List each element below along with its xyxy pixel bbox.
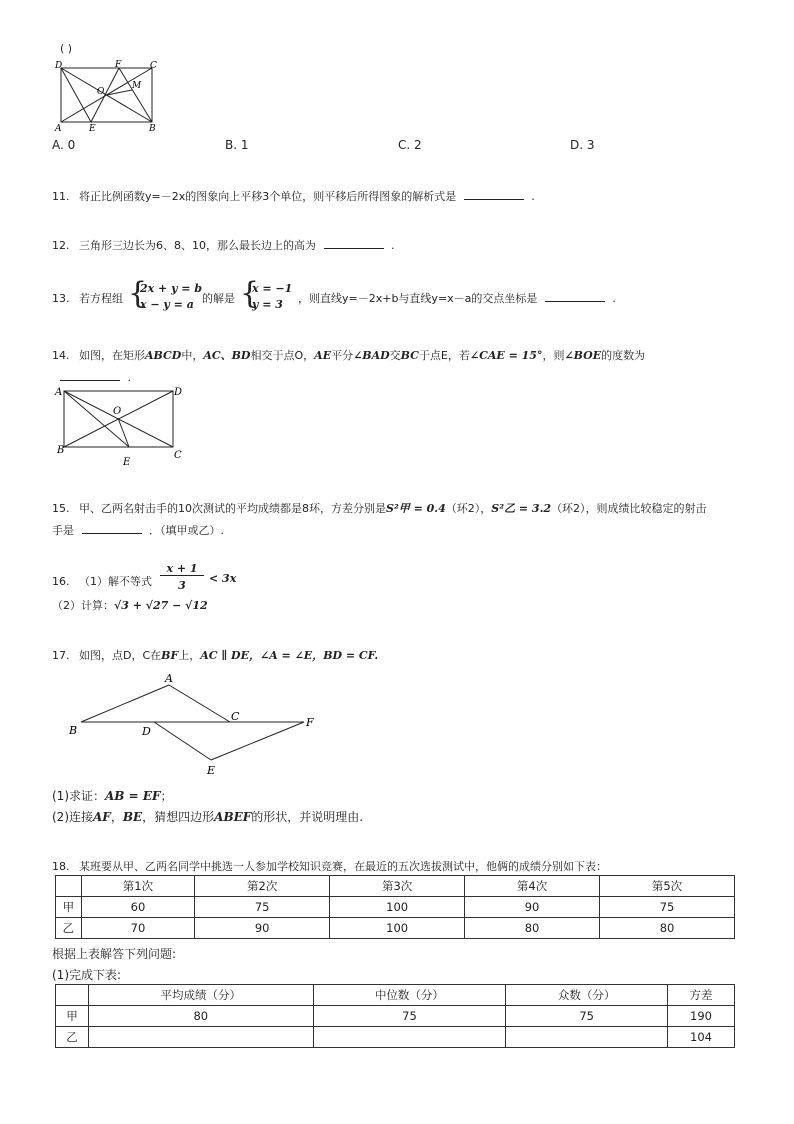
q11-end: . bbox=[531, 190, 535, 203]
q17-part1-math: AB = EF bbox=[105, 789, 161, 803]
table-cell: 乙 bbox=[56, 1027, 89, 1048]
q15-text-2: ，则成绩比较稳定的射击 bbox=[585, 502, 707, 515]
q15-number: 15. bbox=[52, 502, 70, 515]
table-cell: 90 bbox=[465, 897, 600, 918]
q12-number: 12. bbox=[52, 239, 70, 252]
q10-label-b: B bbox=[149, 124, 156, 134]
q13-post-line bbox=[298, 290, 616, 306]
q14-text-7: ，则 bbox=[542, 349, 565, 362]
q10-label-f: F bbox=[115, 60, 122, 70]
q17-part2 bbox=[52, 808, 363, 825]
q14-text-3: 相交于点O， bbox=[250, 349, 315, 362]
q17-math-be: BE bbox=[122, 810, 143, 824]
q15-text-1: 甲、乙两名射击手的10次测试的平均成绩都是8环，方差分别是 bbox=[79, 502, 386, 515]
q17-label-d: D bbox=[142, 725, 151, 738]
table-cell: 80 bbox=[465, 918, 600, 939]
table-header-cell bbox=[56, 876, 82, 897]
q16-fraction-denominator: 3 bbox=[178, 579, 186, 592]
table-cell: 乙 bbox=[56, 918, 82, 939]
q14-math-boe: ∠BOE bbox=[564, 349, 602, 362]
q10-figure bbox=[52, 60, 167, 135]
q14-label-a: A bbox=[55, 387, 63, 398]
q13-pre: 若方程组 bbox=[79, 292, 123, 305]
q15-variance-jia: S²甲 = 0.4 bbox=[386, 502, 446, 515]
q17-label-e: E bbox=[207, 764, 216, 777]
q17-label-c: C bbox=[231, 710, 240, 723]
table-header-cell: 众数（分） bbox=[506, 985, 668, 1006]
q10-label-o: O bbox=[97, 87, 105, 97]
table-cell: 75 bbox=[506, 1006, 668, 1027]
q14-text-5: 交 bbox=[389, 349, 401, 362]
q17-label-b: B bbox=[69, 724, 78, 737]
table-header-row bbox=[56, 876, 735, 897]
q15-answer-blank[interactable] bbox=[82, 522, 142, 534]
q17-part2-text-c: 的形状，并说明理由. bbox=[251, 810, 364, 824]
table-header-cell bbox=[56, 985, 89, 1006]
q17-conditions: AC ∥ DE，∠A = ∠E，BD = CF. bbox=[200, 649, 379, 662]
q14-math-abcd: ABCD bbox=[145, 349, 182, 362]
q18-after-text: 根据上表解答下列问题: bbox=[52, 947, 177, 961]
q14-label-o: O bbox=[113, 406, 122, 417]
q14-label-c: C bbox=[174, 450, 182, 461]
table-cell: 甲 bbox=[56, 1006, 89, 1027]
q13-system-brace: { bbox=[128, 276, 148, 311]
q10-label-d: D bbox=[55, 61, 63, 71]
table-header-cell: 第1次 bbox=[81, 876, 195, 897]
table-cell: 75 bbox=[195, 897, 330, 918]
q10-option-b: B. 1 bbox=[225, 138, 249, 152]
q16-calc-expression: √3 + √27 − √12 bbox=[114, 599, 208, 612]
q16-number: 16. bbox=[52, 575, 70, 588]
table-header-cell: 中位数（分） bbox=[313, 985, 506, 1006]
table-cell: 75 bbox=[313, 1006, 506, 1027]
q10-option-d: D. 3 bbox=[570, 138, 595, 152]
q17-label-f: F bbox=[306, 716, 314, 729]
q13-end: . bbox=[612, 292, 616, 305]
q14-text-6: 于点E，若 bbox=[418, 349, 470, 362]
q17-number: 17. bbox=[52, 649, 70, 662]
q13-sol1: x = −1 bbox=[252, 282, 293, 295]
q13-number-pre bbox=[52, 290, 123, 306]
q10-label-m: M bbox=[132, 81, 142, 91]
q17-part1-label: (1)求证： bbox=[52, 789, 105, 803]
q17-figure bbox=[62, 668, 327, 780]
table-row bbox=[56, 1006, 735, 1027]
table-cell: 190 bbox=[668, 1006, 735, 1027]
table-cell: 75 bbox=[600, 897, 735, 918]
q18-text: 某班要从甲、乙两名同学中挑选一人参加学校知识竞赛，在最近的五次选拔测试中，他俩的成绩分别如下表： bbox=[79, 860, 607, 873]
q10-label-a: A bbox=[55, 124, 62, 134]
q14-text-8: 的度数为 bbox=[601, 349, 646, 362]
table-cell: 70 bbox=[81, 918, 195, 939]
q14-answer-blank[interactable] bbox=[60, 369, 120, 381]
q10-option-a: A. 0 bbox=[52, 138, 76, 152]
q13-solution-brace: { bbox=[240, 276, 260, 311]
q13-mid: 的解是 bbox=[202, 292, 235, 305]
q14-math-ae: AE bbox=[314, 349, 332, 362]
q17-text-2: 上， bbox=[178, 649, 201, 662]
table-cell: 80 bbox=[88, 1006, 313, 1027]
q13-answer-blank[interactable] bbox=[545, 290, 605, 302]
question-18 bbox=[52, 858, 607, 874]
table-answer-cell[interactable] bbox=[313, 1027, 506, 1048]
q15-end: ．（填甲或乙）. bbox=[149, 524, 224, 537]
q18-sub-question: (1)完成下表: bbox=[52, 968, 122, 982]
q18-stats-table bbox=[55, 984, 735, 1048]
q17-part2-label: (2)连接 bbox=[52, 810, 93, 824]
q14-text-2: 中， bbox=[181, 349, 204, 362]
q10-option-c: C. 2 bbox=[398, 138, 422, 152]
q11-number: 11. bbox=[52, 190, 70, 203]
table-header-cell: 第4次 bbox=[465, 876, 600, 897]
q17-text-1: 如图，点D，C在 bbox=[79, 649, 162, 662]
question-14 bbox=[52, 347, 645, 363]
q13-post: ，则直线y=－2x+b与直线y=x－a的交点坐标是 bbox=[298, 292, 538, 305]
q14-figure bbox=[52, 383, 187, 468]
table-cell: 甲 bbox=[56, 897, 82, 918]
q14-math-bad: ∠BAD bbox=[353, 349, 390, 362]
table-cell: 90 bbox=[195, 918, 330, 939]
q14-end: . bbox=[127, 371, 131, 384]
table-header-cell: 第3次 bbox=[330, 876, 465, 897]
q17-math-af: AF bbox=[93, 810, 111, 824]
q13-sol2: y = 3 bbox=[252, 298, 283, 311]
q17-math-bf: BF bbox=[161, 649, 179, 662]
table-answer-cell[interactable] bbox=[88, 1027, 313, 1048]
q15-unit-1: （环2） bbox=[445, 502, 481, 515]
q17-part2-comma: ， bbox=[110, 810, 123, 824]
q14-math-bc: BC bbox=[400, 349, 419, 362]
q17-part1-semicolon: ； bbox=[160, 789, 173, 803]
q15-separator: ， bbox=[480, 502, 492, 515]
q11-text: 将正比例函数y=－2x的图象向上平移3个单位，则平移后所得图象的解析式是 bbox=[79, 190, 457, 203]
table-header-row bbox=[56, 985, 735, 1006]
q17-part1 bbox=[52, 787, 173, 804]
table-header-cell: 方差 bbox=[668, 985, 735, 1006]
q17-math-abef: ABEF bbox=[214, 810, 252, 824]
q17-label-a: A bbox=[165, 672, 173, 685]
q14-text-4: 平分 bbox=[331, 349, 354, 362]
table-cell: 104 bbox=[668, 1027, 735, 1048]
q12-end: . bbox=[391, 239, 395, 252]
q16-part2 bbox=[52, 597, 208, 613]
table-cell: 100 bbox=[330, 897, 465, 918]
q15-unit-2: （环2） bbox=[551, 502, 586, 515]
q14-answer-line bbox=[60, 369, 131, 384]
q16-part1 bbox=[52, 573, 152, 589]
table-cell: 80 bbox=[600, 918, 735, 939]
q14-math-acbd: AC、BD bbox=[203, 349, 251, 362]
q10-label-c: C bbox=[150, 61, 157, 71]
table-header-cell: 第5次 bbox=[600, 876, 735, 897]
question-11 bbox=[52, 188, 535, 204]
table-row bbox=[56, 1027, 735, 1048]
question-12 bbox=[52, 237, 395, 253]
q16-inequality: < 3x bbox=[209, 572, 237, 585]
question-17 bbox=[52, 647, 378, 663]
table-cell: 60 bbox=[81, 897, 195, 918]
table-row bbox=[56, 897, 735, 918]
q14-number: 14. bbox=[52, 349, 70, 362]
q17-part2-text-b: ，猜想四边形 bbox=[142, 810, 215, 824]
q15-line-2 bbox=[52, 522, 224, 538]
q13-number: 13. bbox=[52, 292, 70, 305]
table-header-cell: 第2次 bbox=[195, 876, 330, 897]
table-cell: 100 bbox=[330, 918, 465, 939]
q14-label-b: B bbox=[57, 445, 65, 456]
q14-label-d: D bbox=[174, 387, 183, 398]
q16-part2-label: （2）计算： bbox=[52, 599, 114, 612]
q12-answer-blank[interactable] bbox=[324, 237, 384, 249]
q15-variance-yi: S²乙 = 3.2 bbox=[491, 502, 552, 515]
question-15 bbox=[52, 500, 707, 516]
q11-answer-blank[interactable] bbox=[464, 188, 524, 200]
table-answer-cell[interactable] bbox=[506, 1027, 668, 1048]
q14-label-e: E bbox=[123, 457, 131, 468]
q14-text-1: 如图，在矩形 bbox=[79, 349, 145, 362]
q16-fraction-numerator: x + 1 bbox=[160, 562, 204, 576]
q10-label-e: E bbox=[89, 124, 96, 134]
table-row bbox=[56, 918, 735, 939]
q14-math-cae: ∠CAE = 15° bbox=[469, 349, 543, 362]
q18-number: 18. bbox=[52, 860, 70, 873]
q18-scores-table bbox=[55, 875, 735, 939]
q10-answer-paren: ( ) bbox=[60, 42, 73, 55]
q13-eq2: x − y = a bbox=[140, 298, 194, 311]
q13-eq1: 2x + y = b bbox=[140, 282, 203, 295]
q16-part1-label: （1）解不等式 bbox=[79, 575, 152, 588]
table-header-cell: 平均成绩（分） bbox=[88, 985, 313, 1006]
q12-text: 三角形三边长为6、8、10，那么最长边上的高为 bbox=[79, 239, 316, 252]
q15-line2-text: 手是 bbox=[52, 524, 74, 537]
